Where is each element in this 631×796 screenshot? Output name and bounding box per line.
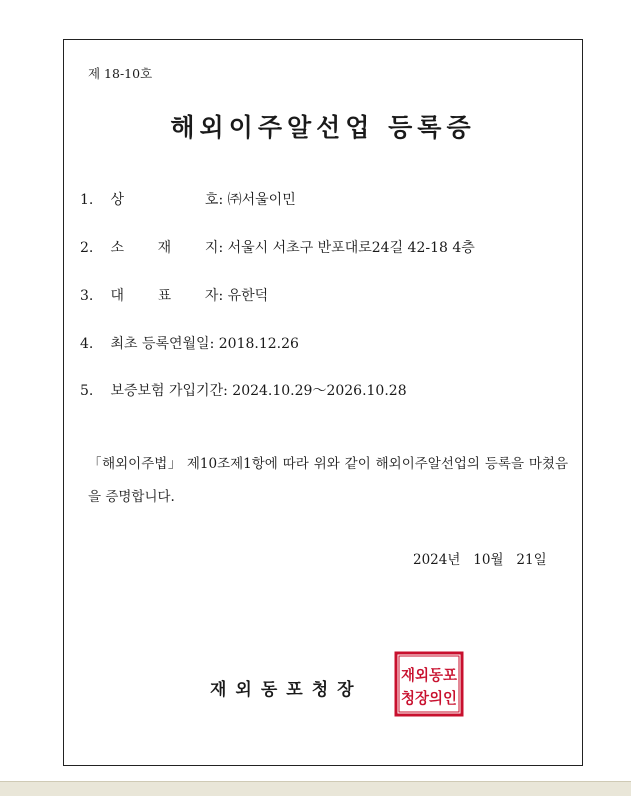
field-label: 최초 등록연월일 [110,336,210,352]
seal-text-line1: 재외동포 [401,666,458,684]
field-number: 2. [80,240,94,256]
field-trade-name: 1. 상 호: ㈜서울이민 [80,189,296,209]
official-seal-icon [394,651,464,717]
issue-month: 10월 [473,552,504,568]
field-representative: 3. 대 표 자: 유한덕 [80,285,268,305]
field-value: 2018.12.26 [218,336,299,352]
certificate-number: 제 18-10호 [88,66,153,81]
field-value: ㈜서울이민 [227,192,296,208]
page-bottom-band [0,781,631,796]
field-number: 5. [80,383,94,399]
field-insurance-period: 5. 보증보험 가입기간: 2024.10.29～2026.10.28 [80,380,407,400]
issue-date [413,548,547,568]
field-label: 대 표 자 [110,288,219,304]
field-number: 1. [80,192,94,208]
issuer-name: 재외동포청장 [210,680,363,700]
seal-text-line2: 청장의인 [401,689,457,707]
field-value: 서울시 서초구 반포대로24길 42-18 4층 [227,240,475,256]
field-value: 유한덕 [227,288,269,304]
field-value: 2024.10.29～2026.10.28 [232,383,407,399]
field-number: 3. [80,288,94,304]
certificate-title: 해외이주알선업 등록증 [170,113,476,142]
field-label: 보증보험 가입기간 [110,383,224,399]
issue-day: 21일 [516,552,547,568]
field-first-registration-date: 4. 최초 등록연월일: 2018.12.26 [80,333,299,353]
field-label: 소 재 지 [110,240,219,256]
certificate-border [63,39,583,766]
field-number: 4. [80,336,94,352]
field-address: 2. 소 재 지: 서울시 서초구 반포대로24길 42-18 4층 [80,237,475,257]
issue-year: 2024년 [413,552,461,568]
field-label: 상 호 [110,192,219,208]
certification-statement: 「해외이주법」 제10조제1항에 따라 위와 같이 해외이주알선업의 등록을 마쳤음을 증명합니다. [88,456,568,505]
